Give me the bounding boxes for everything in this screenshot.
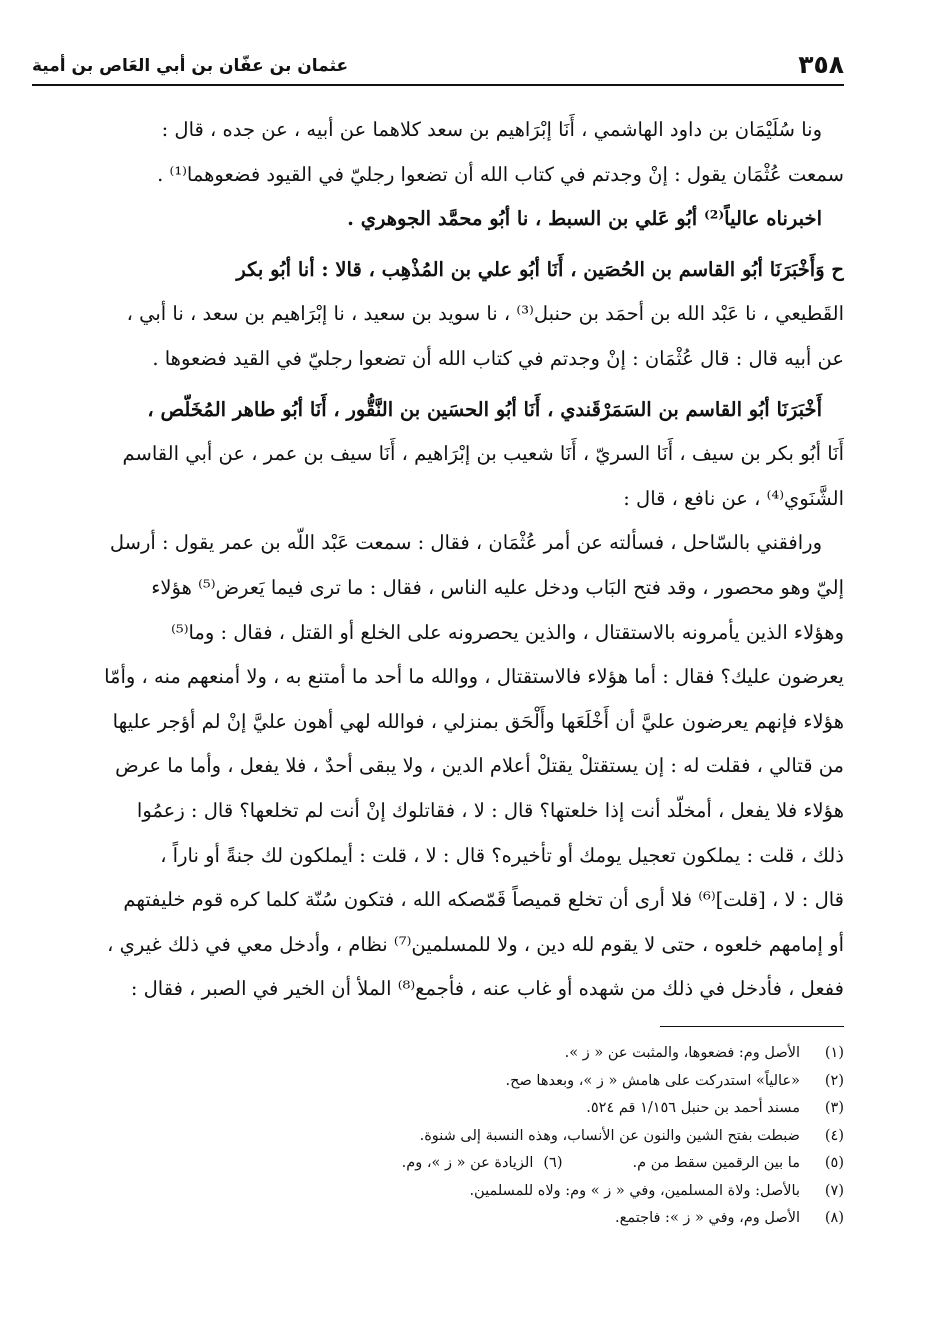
text-line: القَطيعي ، نا عَبْد الله بن أحمَد بن حنبل⁽³⁾ ، نا سويد بن سعيد ، نا إبْرَاهيم بن سعد ، نا أبي ، [126, 302, 844, 326]
text-line: ونا سُلَيْمَان بن داود الهاشمي ، أَنَا إبْرَاهيم بن سعد كلاهما عن أبيه ، عن جده ، قال : [161, 118, 822, 141]
header-divider [32, 84, 844, 86]
footnote-number: (٧) [824, 1182, 844, 1199]
text-line: أو إمامهم خلعوه ، حتى لا يقوم لله دين ، ولا للمسلمين⁽⁷⁾ نظام ، وأدخل معي في ذلك غيري ، [107, 932, 844, 956]
text-line: ح وَأَخْبَرَنَا أبُو القاسم بن الحُصَين ، أَنَا أبُو علي بن المُذْهِب ، قالا : أنا أبُو بكر [236, 257, 844, 281]
footnote [32, 1150, 844, 1178]
footnote-text: مسند أحمد بن حنبل ١/١٥٦ قم ٥٢٤. [586, 1100, 800, 1116]
footnote-text: الأصل وم: فضعوها، والمثبت عن « ز ». [564, 1045, 800, 1061]
text-line: هؤلاء فلا يفعل ، أمخلّد أنت إذا خلعتها؟ قال : لا ، فقاتلوك إنْ أنت لم تخلعها؟ قال : زعمُوا [136, 798, 844, 822]
text-line: أَنَا أبُو بكر بن سيف ، أَنَا السريّ ، أَنَا شعيب بن إبْرَاهيم ، أَنَا سيف بن عمر ، عن أبي القاسم [122, 442, 844, 466]
footnote-number: (٦) [543, 1155, 563, 1171]
footnote-number: (١) [824, 1045, 844, 1061]
text-line: عن أبيه قال : قال عُثْمَان : إنْ وجدتم في كتاب الله أن تضعوا رجليّ في القيد فضعوها . [152, 346, 844, 370]
running-title: عثمان بن عفّان بن أبي العَاص بن أمية [32, 56, 349, 76]
footnote-text: بالأصل: ولاة المسلمين، وفي « ز » وم: ولاه للمسلمين. [469, 1182, 800, 1199]
text-line: وهؤلاء الذين يأمرونه بالاستقتال ، والذين يحصرونه على الخلع أو القتل ، فقال : وما⁽⁵⁾ [171, 620, 844, 644]
footnote [32, 1040, 844, 1068]
body-text [32, 108, 844, 1012]
text-line: من قتالي ، فقلت له : إن يستقتلْ يقتلْ أعلام الدين ، ولا يبقى أحدٌ ، فلا يفعل ، وأما ما عرض [115, 754, 844, 778]
page-number: ٣٥٨ [798, 50, 844, 79]
text-line: ورافقني بالسّاحل ، فسألته عن أمر عُثْمَان ، فقال : سمعت عَبْد اللّه بن عمر يقول : أرسل [109, 531, 822, 555]
text-line: إليّ وهو محصور ، وقد فتح البَاب ودخل عليه الناس ، فقال : ما ترى فيما يَعرض⁽⁵⁾ هؤلاء [151, 575, 844, 599]
footnote-number: (٨) [824, 1210, 844, 1226]
text-line: يعرضون عليك؟ فقال : أما هؤلاء فالاستقتال ، ووالله ما أحد ما أمتنع به ، ولا أمنعهم منه ، وأمّا [104, 665, 844, 689]
footnote-text: الزيادة عن « ز »، وم. [401, 1155, 534, 1171]
page-header [32, 44, 844, 84]
footnotes [32, 1040, 844, 1233]
footnote-text: «عالياً» استدركت على هامش « ز »، وبعدها صح. [505, 1072, 800, 1089]
footnote-number: (٥) [824, 1155, 844, 1171]
footnote-text: ضبطت بفتح الشين والنون عن الأنساب، وهذه النسبة إلى شنوة. [419, 1127, 800, 1144]
text-line: أَخْبَرَنَا أبُو القاسم بن السَمَرْقَندي ، أَنَا أبُو الحسَين بن النَّقُّور ، أَنَا أبُو طاهر المُخَلّص ، [147, 397, 822, 421]
footnote-number: (٢) [824, 1072, 844, 1089]
text-line: ففعل ، فأدخل في ذلك من شهده أو غاب عنه ، فأجمع⁽⁸⁾ الملأ أن الخير في الصبر ، فقال : [130, 977, 844, 1001]
text-line: اخبرناه عالياً⁽²⁾ أبُو عَلي بن السبط ، نا أبُو محمَّد الجوهري . [347, 207, 822, 231]
text-line: هؤلاء فإنهم يعرضون عليَّ أن أَخْلَعَها وأَلْحَق بمنزلي ، فوالله لهي أهون عليَّ إنْ لم أؤجر عليها [112, 709, 844, 733]
footnote [32, 1068, 844, 1096]
text-line: الشَّنَوي⁽⁴⁾ ، عن نافع ، قال : [623, 486, 844, 510]
footnote-text: الأصل وم، وفي « ز »: فاجتمع. [615, 1210, 800, 1226]
text-line: قال : لا ، [قلت]⁽⁶⁾ فلا أرى أن تخلع قميصاً قَمّصكه الله ، فتكون سُنّة كلما كره قوم خليفتهم [123, 888, 844, 912]
footnote [32, 1123, 844, 1151]
footnote-text: ما بين الرقمين سقط من م. [632, 1155, 800, 1171]
footnote [32, 1095, 844, 1123]
footnote-divider [660, 1026, 844, 1027]
footnote [32, 1178, 844, 1206]
footnote-number: (٣) [824, 1100, 844, 1116]
text-line: سمعت عُثْمَان يقول : إنْ وجدتم في كتاب الله أن تضعوا رجليّ في القيود فضعوهما⁽¹⁾ . [157, 162, 844, 186]
footnote [32, 1205, 844, 1233]
text-line: ذلك ، قلت : يملكون تعجيل يومك أو تأخيره؟ قال : لا ، قلت : أيملكون لك جنةً أو ناراً ، [160, 843, 844, 867]
footnote-number: (٤) [824, 1127, 844, 1144]
